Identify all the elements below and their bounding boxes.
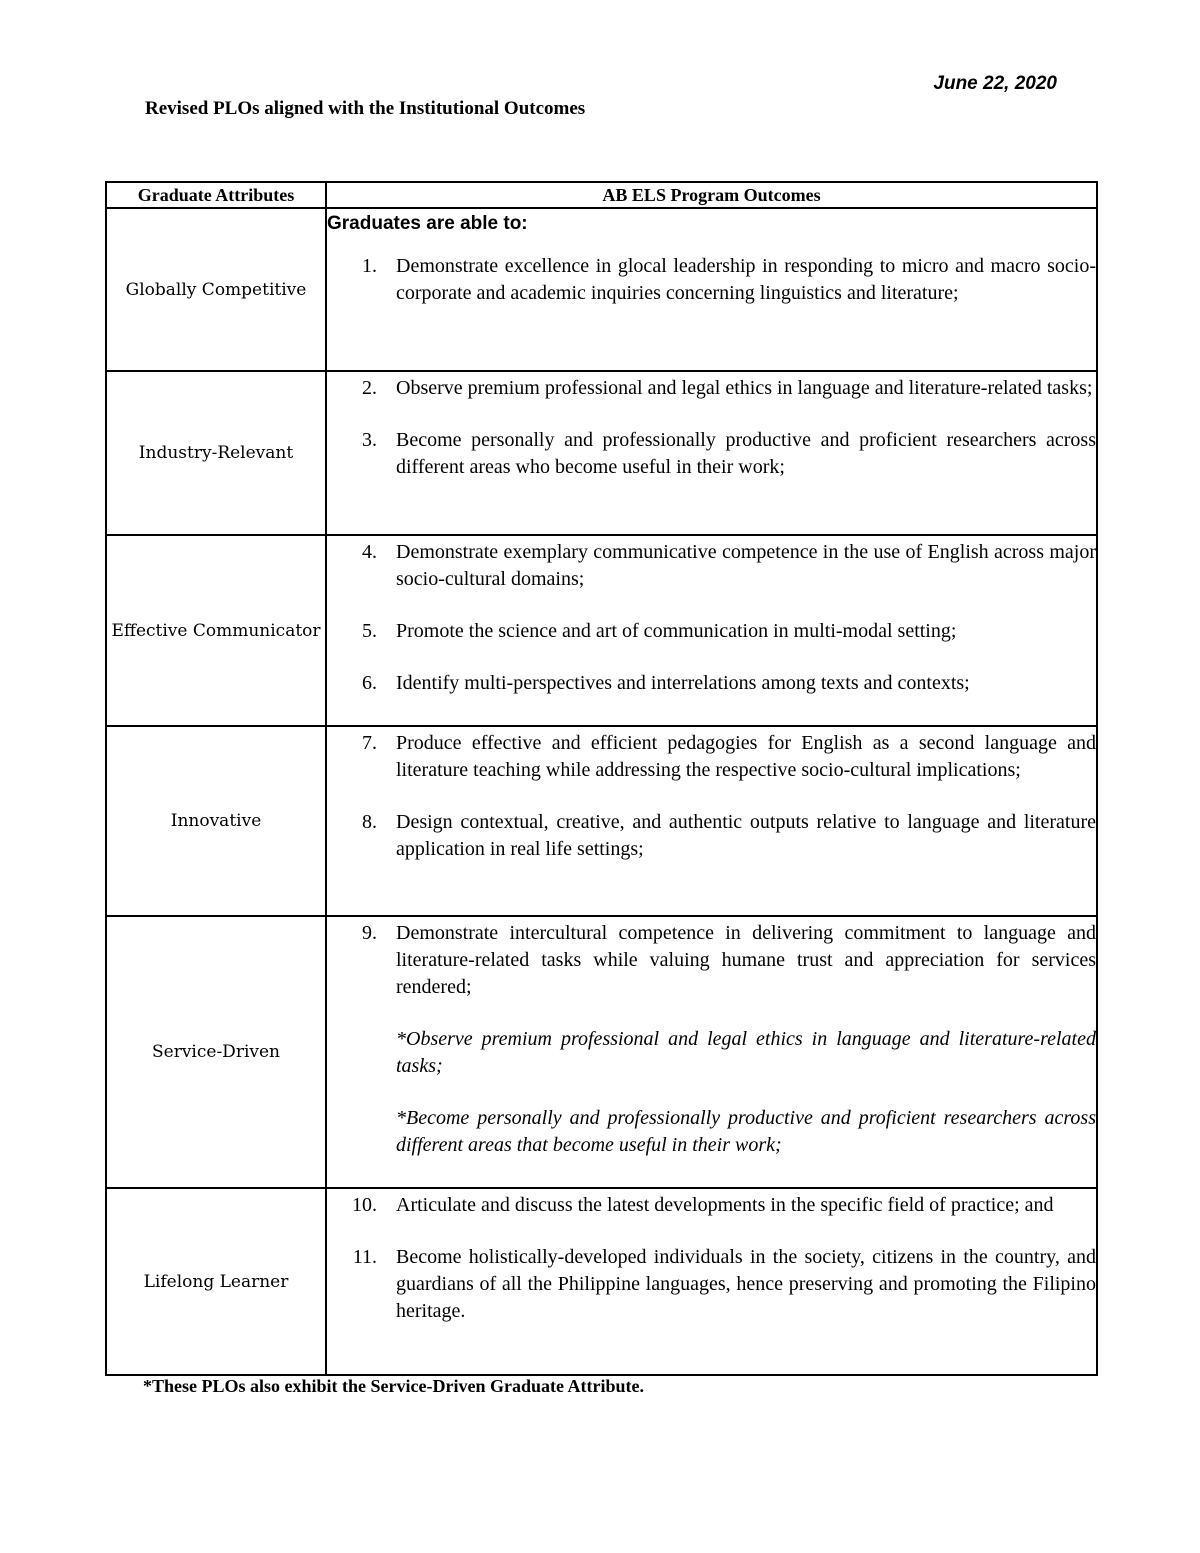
outcome-text: Become personally and professionally productive and proficient researchers across different areas who become useful in their work; (396, 429, 1096, 478)
outcome-number: 10. (352, 1194, 377, 1216)
outcomes-cell (326, 371, 1097, 535)
outcome-number: 4. (362, 541, 377, 563)
outcome-number: 1. (362, 255, 377, 277)
attribute-cell: Effective Communicator (106, 535, 326, 726)
outcome-text: Demonstrate exemplary communicative competence in the use of English across major socio-cultural domains; (396, 541, 1096, 590)
outcome-text: Observe premium professional and legal ethics in language and literature-related tasks; (396, 377, 1093, 399)
outcomes-intro: Graduates are able to: (327, 213, 528, 234)
outcome-item (327, 809, 1096, 863)
outcome-item (327, 375, 1096, 402)
table-row (106, 535, 1097, 726)
table-header-row (106, 182, 1097, 208)
outcome-text: Articulate and discuss the latest developments in the specific field of practice; and (396, 1194, 1054, 1216)
outcome-text: Identify multi-perspectives and interrelations among texts and contexts; (396, 672, 970, 694)
outcome-text: Demonstrate excellence in glocal leadership in responding to micro and macro socio-corporate and academic inquiries concerning linguistics and literature; (396, 255, 1096, 304)
outcome-item (327, 670, 1096, 697)
service-driven-note: *Become personally and professionally productive and proficient researchers across different areas that become useful in their work; (396, 1107, 1096, 1156)
outcome-text: Design contextual, creative, and authentic outputs relative to language and literature application in real life settings; (396, 811, 1096, 860)
outcome-item (327, 1192, 1096, 1219)
outcome-item (327, 1244, 1096, 1325)
outcome-number: 8. (362, 811, 377, 833)
outcome-number: 9. (362, 922, 377, 944)
footnote: *These PLOs also exhibit the Service-Driven Graduate Attribute. (143, 1376, 644, 1396)
outcome-number: 2. (362, 377, 377, 399)
plo-table (105, 181, 1098, 1376)
outcome-item (327, 618, 1096, 645)
attribute-cell: Service-Driven (106, 916, 326, 1188)
outcome-number: 3. (362, 429, 377, 451)
table-row (106, 208, 1097, 371)
service-driven-note: *Observe premium professional and legal ethics in language and literature-related tasks; (396, 1028, 1096, 1077)
outcome-item (327, 539, 1096, 593)
outcomes-cell (326, 535, 1097, 726)
outcome-number: 6. (362, 672, 377, 694)
outcome-number: 5. (362, 620, 377, 642)
attribute-cell: Innovative (106, 726, 326, 916)
outcome-text: Produce effective and efficient pedagogies for English as a second language and literature teaching while addressing the respective socio-cultural implications; (396, 732, 1096, 781)
outcome-text: Promote the science and art of communication in multi-modal setting; (396, 620, 957, 642)
attribute-cell: Industry-Relevant (106, 371, 326, 535)
graduate-attributes-header: Graduate Attributes (106, 182, 326, 208)
outcomes-cell (326, 916, 1097, 1188)
outcome-number: 11. (352, 1246, 377, 1268)
attribute-cell: Globally Competitive (106, 208, 326, 371)
outcomes-cell (326, 1188, 1097, 1375)
document-date: June 22, 2020 (933, 73, 1057, 94)
outcome-text: Demonstrate intercultural competence in delivering commitment to language and literature-related tasks while valuing humane trust and appreciation for services rendered; (396, 922, 1096, 998)
table-row (106, 916, 1097, 1188)
table-row (106, 726, 1097, 916)
table-row (106, 371, 1097, 535)
outcome-text: Become holistically-developed individuals in the society, citizens in the country, and guardians of all the Philippine languages, hence preserving and promoting the Filipino heritage. (396, 1246, 1096, 1322)
outcomes-cell (326, 208, 1097, 371)
table-row (106, 1188, 1097, 1375)
outcomes-cell (326, 726, 1097, 916)
outcome-item (327, 730, 1096, 784)
outcome-number: 7. (362, 732, 377, 754)
document-title: Revised PLOs aligned with the Institutional Outcomes (145, 98, 586, 119)
outcome-item (327, 920, 1096, 1001)
program-outcomes-header: AB ELS Program Outcomes (326, 182, 1097, 208)
attribute-cell: Lifelong Learner (106, 1188, 326, 1375)
outcome-item (327, 253, 1096, 307)
outcome-item (327, 427, 1096, 481)
